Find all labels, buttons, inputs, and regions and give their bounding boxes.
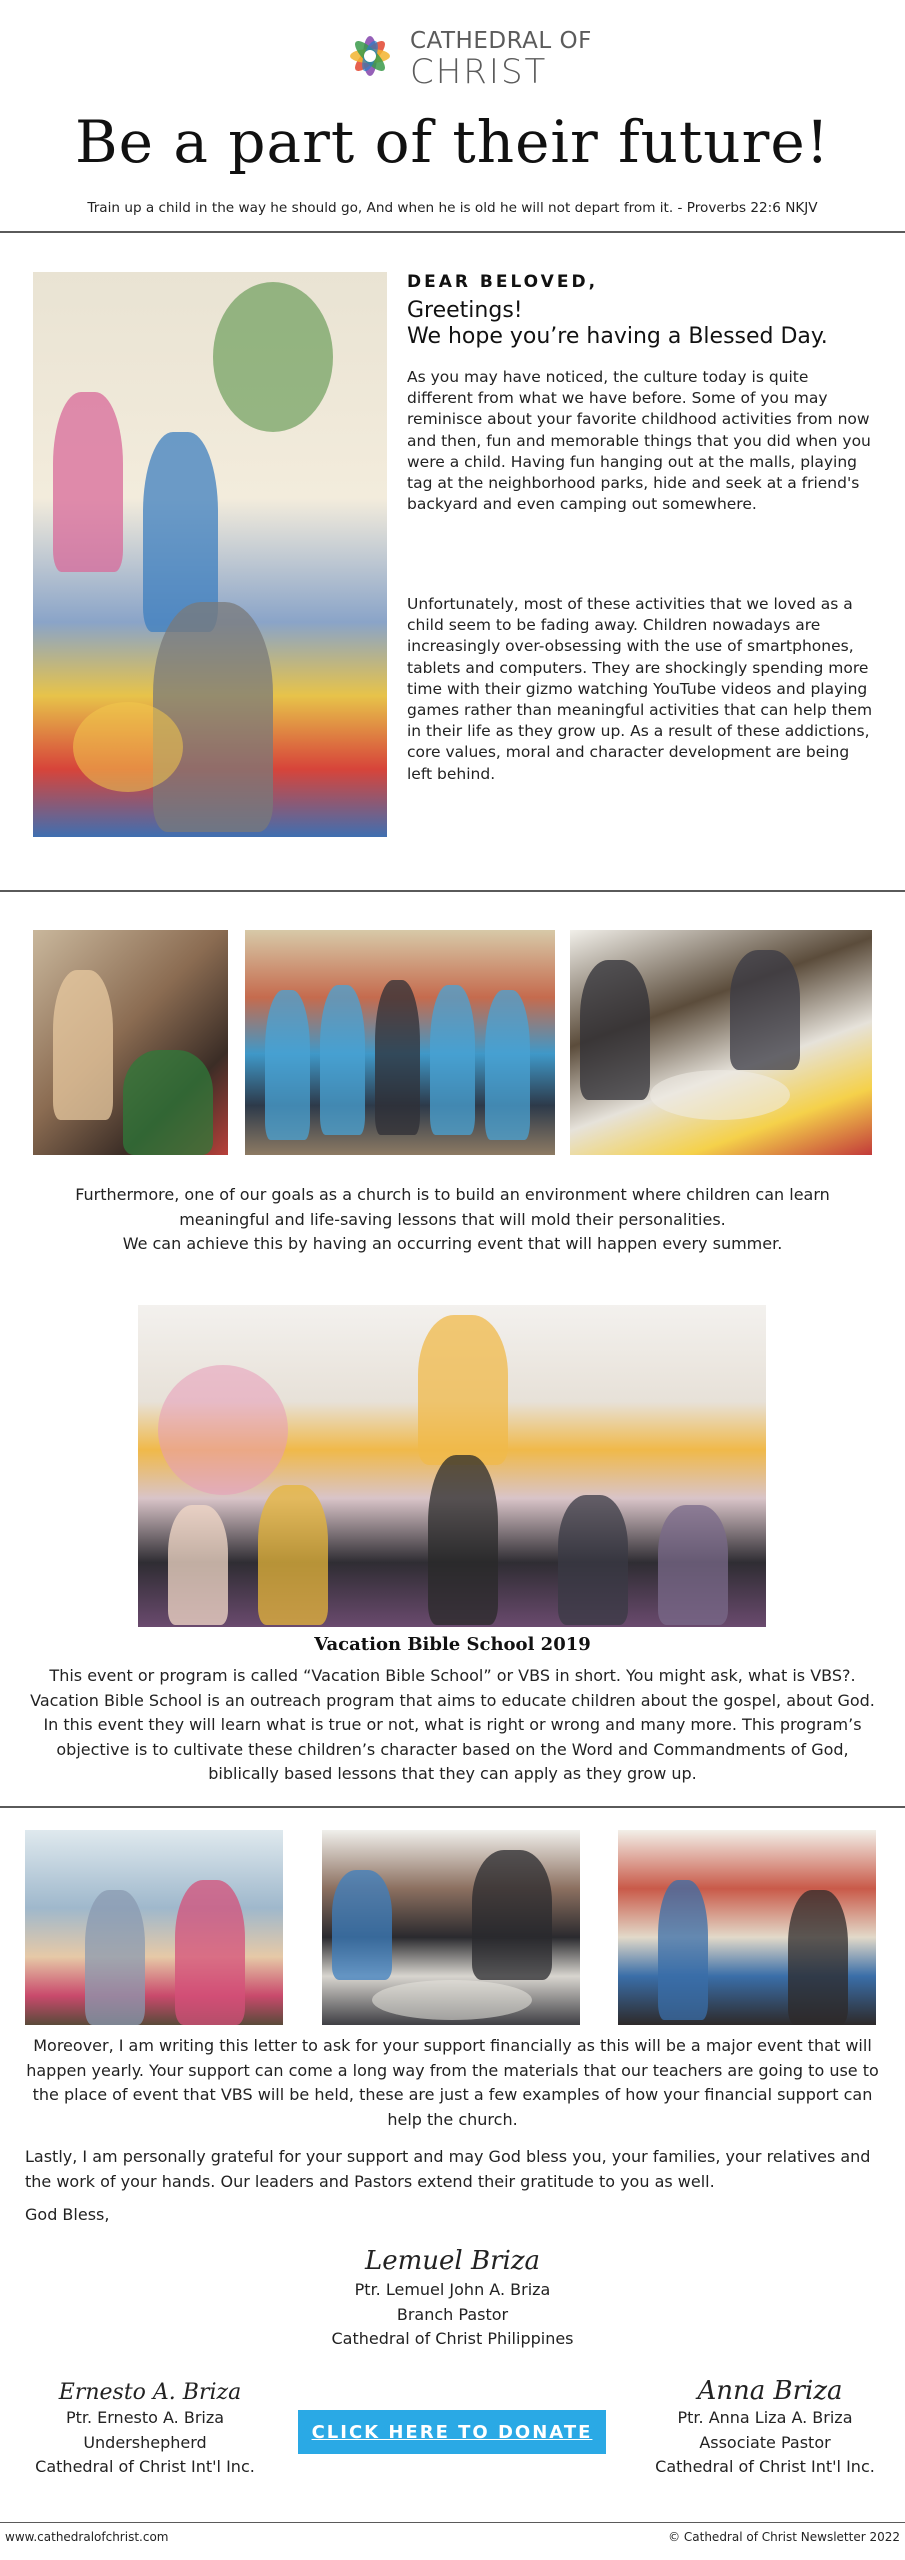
greeting-wish: We hope you’re having a Blessed Day.: [407, 324, 828, 349]
divider: [0, 890, 905, 892]
support-request: Moreover, I am writing this letter to ask for your support financially as this will be a major event that will happen yearly. Your support can come a long way from the materials that our teachers are going to use to the place of event that VBS will be held, these are just a few examples of how your financial support can help the church.: [26, 2036, 879, 2129]
divider: [0, 1806, 905, 1808]
gallery-photo-6: [618, 1830, 876, 2025]
logo-line1: CATHEDRAL OF: [410, 28, 592, 54]
goals-line-3: We can achieve this by having an occurring event that will happen every summer.: [122, 1234, 783, 1253]
goals-line-2: meaningful and life-saving lessons that will mold their personalities.: [179, 1209, 726, 1229]
goals-text: [30, 1183, 875, 1257]
signature-ernesto: Ernesto A. Briza: [58, 2380, 242, 2405]
signatory-title: Undershepherd: [83, 2432, 207, 2452]
scripture-verse: Train up a child in the way he should go, And when he is old he will not depart from it. - Proverbs 22:6 NKJV: [87, 200, 818, 216]
logo-line2: CHRIST: [410, 52, 548, 92]
signatory-center: [0, 2278, 905, 2352]
signatory-org: Cathedral of Christ Int'l Inc.: [35, 2457, 255, 2476]
gallery-photo-4: [25, 1830, 283, 2025]
gallery-photo-1: [33, 930, 228, 1155]
page-title: Be a part of their future!: [75, 108, 830, 176]
signatory-org: Cathedral of Christ Int'l Inc.: [655, 2457, 875, 2476]
signature-anna: Anna Briza: [697, 2376, 843, 2406]
divider: [0, 231, 905, 233]
vbs-description: This event or program is called “Vacation Bible School” or VBS in short. You might ask, what is VBS?. Vacation Bible School is an outreach program that aims to educate children about the gospel, about God. In this event they will learn what is true or not, what is right or wrong and many more. This program’s objective is to cultivate these children’s character based on the Word and Commandments of God, biblically based lessons that they can apply as they grow up.: [30, 1666, 875, 1783]
footer-copyright: © Cathedral of Christ Newsletter 2022: [668, 2530, 900, 2544]
sign-off: God Bless,: [25, 2205, 110, 2224]
gallery-photo-2: [245, 930, 555, 1155]
gallery-photo-3: [570, 930, 872, 1155]
footer-website-link[interactable]: www.cathedralofchrist.com: [5, 2530, 169, 2544]
gratitude-text: Lastly, I am personally grateful for your support and may God bless you, your families, your relatives and the work of your hands. Our leaders and Pastors extend their gratitude to you as well.: [25, 2147, 871, 2191]
signatory-name: Ptr. Ernesto A. Briza: [65, 2408, 225, 2427]
signatory-org: Cathedral of Christ Philippines: [331, 2329, 574, 2348]
signatory-title: Associate Pastor: [699, 2432, 831, 2452]
classroom-photo: [33, 272, 387, 837]
signatory-right: [645, 2406, 885, 2480]
vbs-caption: Vacation Bible School 2019: [314, 1634, 591, 1655]
gallery-photo-5: [322, 1830, 580, 2025]
logo-icon: [335, 22, 405, 92]
divider: [0, 2522, 905, 2523]
signatory-left: [25, 2406, 265, 2480]
salutation: DEAR BELOVED,: [407, 272, 599, 292]
signature-lemuel: Lemuel Briza: [364, 2246, 541, 2276]
signatory-title: Branch Pastor: [396, 2304, 509, 2324]
goals-line-1: Furthermore, one of our goals as a church is to build an environment where children can learn: [75, 1185, 830, 1204]
vbs-group-photo: [138, 1305, 766, 1627]
signatory-name: Ptr. Anna Liza A. Briza: [677, 2408, 853, 2427]
donate-button[interactable]: CLICK HERE TO DONATE: [298, 2410, 606, 2454]
letter-paragraph-1: As you may have noticed, the culture today is quite different from what we have before. Some of you may reminisce about your favorite childhood activities from now and then, fun and memorable things that you did when you were a child. Having fun hanging out at the malls, playing tag at the neighborhood parks, hide and seek at a friend's backyard and even camping out somewhere.: [407, 368, 871, 514]
letter-paragraph-2: Unfortunately, most of these activities that we loved as a child seem to be fading away. Children nowadays are increasingly over-obsessing with the use of smartphones, tablets and computers. They are shockingly spending more time with their gizmo watching YouTube videos and playing games rather than meaningful activities that can help them in their life as they grow up. As a result of these addictions, core values, moral and character development are being left behind.: [407, 595, 873, 783]
greeting: Greetings!: [407, 298, 523, 323]
signatory-name: Ptr. Lemuel John A. Briza: [354, 2280, 551, 2299]
